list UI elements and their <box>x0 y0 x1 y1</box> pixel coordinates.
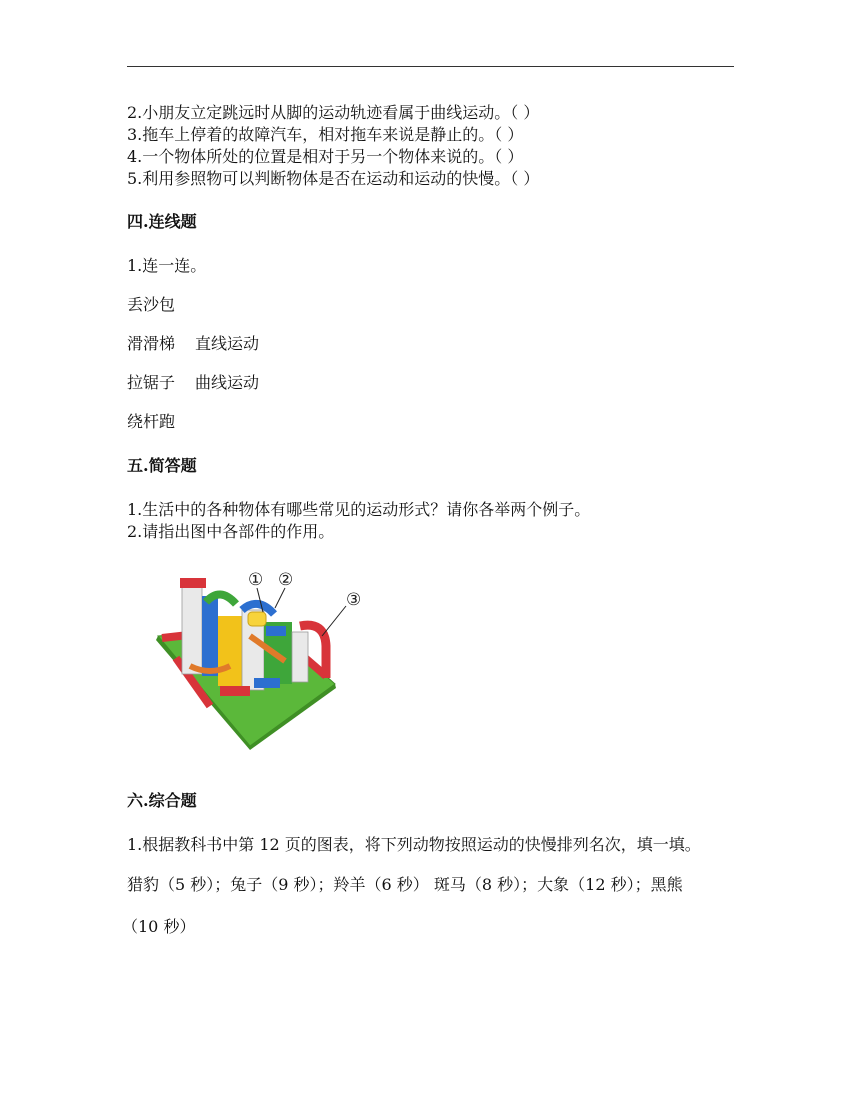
match-left-item-1: 丢沙包 <box>127 295 176 314</box>
match-left-item-2: 滑滑梯 <box>127 334 176 353</box>
section-6-title: 六.综合题 <box>127 791 197 810</box>
marble-run-figure <box>150 566 380 751</box>
judge-item-4: 4.一个物体所处的位置是相对于另一个物体来说的。（ ） <box>127 147 524 166</box>
judge-item-3: 3.拖车上停着的故障汽车，相对拖车来说是静止的。（ ） <box>127 125 524 144</box>
header-rule <box>127 66 734 67</box>
match-left-item-4: 绕杆跑 <box>127 412 176 431</box>
section-6-question: 1.根据教科书中第 12 页的图表，将下列动物按照运动的快慢排列名次，填一填。 <box>127 835 701 854</box>
match-right-item-1: 直线运动 <box>195 334 260 353</box>
figure-label-2: ② <box>278 570 294 590</box>
match-right-item-2: 曲线运动 <box>195 373 260 392</box>
section-5-question-1: 1.生活中的各种物体有哪些常见的运动形式？请你各举两个例子。 <box>127 500 591 519</box>
section-4-question: 1.连一连。 <box>127 256 207 275</box>
pointer-line-2 <box>275 588 285 608</box>
section-4-title: 四.连线题 <box>127 212 197 231</box>
pointer-line-3 <box>322 606 346 636</box>
animal-times-line-2: （10 秒） <box>122 917 196 936</box>
section-5-question-2: 2.请指出图中各部件的作用。 <box>127 522 335 541</box>
animal-times-line-1: 猎豹（5 秒）；兔子（9 秒）；羚羊（6 秒） 斑马（8 秒）；大象（12 秒）；黑熊 <box>127 875 683 894</box>
judge-item-2: 2.小朋友立定跳远时从脚的运动轨迹看属于曲线运动。（ ） <box>127 103 540 122</box>
match-left-item-3: 拉锯子 <box>127 373 176 392</box>
figure-label-1: ① <box>248 570 264 590</box>
judge-item-5: 5.利用参照物可以判断物体是否在运动和运动的快慢。（ ） <box>127 169 540 188</box>
section-5-title: 五.简答题 <box>127 456 197 475</box>
figure-label-3: ③ <box>346 590 362 610</box>
